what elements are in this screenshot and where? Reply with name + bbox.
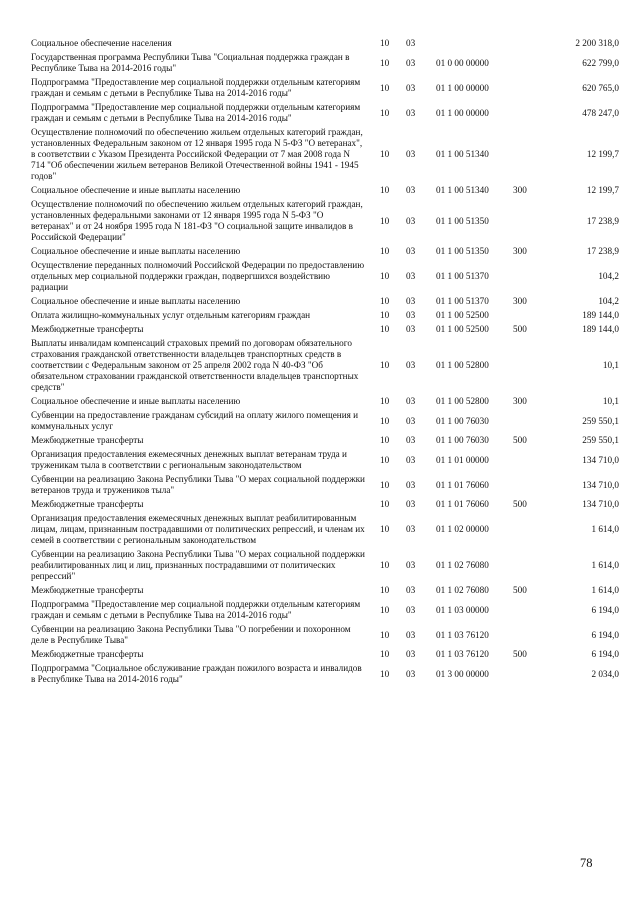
line-item-name: Осуществление полномочий по обеспечению жильем отдельных категорий граждан, установленных Федеральным законом от 12 января 1995 года N 5-ФЗ "О ветеранах", в соответствии с Указом Президента Российской Федерации от 7 мая 2008 года N 714 "Об обеспечении жильем ветеранов Великой Отечественной войны 1941 - 1945 годов" [31,127,363,181]
expense-type-code: 500 [513,324,527,334]
amount: 6 194,0 [591,649,619,659]
subsection-code: 03 [406,499,416,509]
expense-type-code [513,52,547,77]
section-code: 10 [380,38,390,48]
subsection-code: 03 [406,57,416,68]
subsection-code: 03 [406,82,416,93]
target-article-code: 01 1 01 76060 [436,499,489,509]
subsection-code: 03 [406,185,416,195]
amount: 134 710,0 [582,499,619,509]
table-row [31,324,619,338]
subsection-code: 03 [406,396,416,406]
section-code: 10 [380,310,390,320]
amount: 1 614,0 [591,524,619,534]
expense-type-code [513,260,547,296]
target-article-code: 01 1 00 51340 [436,185,489,195]
budget-table [31,38,619,688]
subsection-code: 03 [406,310,416,320]
target-article-code: 01 1 00 76030 [436,435,489,445]
line-item-name: Субвенции на предоставление гражданам субсидий на оплату жилого помещения и коммунальных услуг [31,410,359,431]
table-row [31,663,619,688]
section-code: 10 [380,415,390,426]
target-article-code: 01 1 02 00000 [436,524,489,534]
table-row [31,296,619,310]
expense-type-code [513,102,547,127]
section-code: 10 [380,435,390,445]
line-item-name: Межбюджетные трансферты [31,435,144,445]
target-article-code: 01 1 00 52800 [436,396,489,406]
table-row [31,435,619,449]
subsection-code: 03 [406,360,416,370]
expense-type-code: 300 [513,296,527,306]
line-item-name: Социальное обеспечение и иные выплаты населению [31,296,241,306]
section-code: 10 [380,604,390,615]
expense-type-code: 300 [513,185,527,195]
expense-type-code [513,410,547,435]
table-row [31,585,619,599]
subsection-code: 03 [406,524,416,534]
section-code: 10 [380,296,390,306]
target-article-code: 01 1 03 76120 [436,649,489,659]
subsection-code: 03 [406,38,416,48]
target-article-code: 01 1 00 52800 [436,360,489,370]
target-article-code: 01 1 01 76060 [436,479,489,490]
amount: 134 710,0 [582,454,619,465]
table-row [31,549,619,585]
section-code: 10 [380,82,390,93]
target-article-code: 01 1 01 00000 [436,454,489,465]
subsection-code: 03 [406,435,416,445]
amount: 2 034,0 [591,668,619,679]
amount: 189 144,0 [582,310,619,320]
amount: 6 194,0 [591,604,619,615]
amount: 104,2 [598,296,619,306]
table-row [31,474,619,499]
section-code: 10 [380,57,390,68]
table-row [31,260,619,296]
line-item-name: Подпрограмма "Предоставление мер социальной поддержки отдельным категориям граждан и семьям с детьми в Республике Тыва на 2014-2016 годы" [31,102,361,123]
subsection-code: 03 [406,415,416,426]
expense-type-code [513,513,547,549]
target-article-code: 01 1 00 51350 [436,246,489,256]
table-row [31,310,619,324]
line-item-name: Подпрограмма "Предоставление мер социальной поддержки отдельным категориям граждан и семьям с детьми в Республике Тыва на 2014-2016 годы" [31,77,361,98]
line-item-name: Субвенции на реализацию Закона Республики Тыва "О погребении и похоронном деле в Республике Тыва" [31,624,351,645]
amount: 259 550,1 [582,415,619,426]
line-item-name: Организация предоставления ежемесячных денежных выплат реабилитированным лицам, лицам, признанным пострадавшими от политических репрессий, и членам их семей в соответствии с региональным законодательством [31,513,365,545]
section-code: 10 [380,185,390,195]
expense-type-code [513,624,547,649]
line-item-name: Социальное обеспечение и иные выплаты населению [31,185,241,195]
line-item-name: Субвенции на реализацию Закона Республики Тыва "О мерах социальной поддержки реабилитированных лиц и лиц, признанных пострадавшими от политических репрессий" [31,549,365,581]
subsection-code: 03 [406,560,416,570]
amount: 10,1 [602,360,619,370]
line-item-name: Межбюджетные трансферты [31,649,144,659]
target-article-code: 01 1 00 51340 [436,149,489,159]
subsection-code: 03 [406,246,416,256]
table-row [31,102,619,127]
subsection-code: 03 [406,271,416,281]
subsection-code: 03 [406,454,416,465]
target-article-code: 01 1 00 52500 [436,310,489,320]
budget-table-body [31,38,619,688]
target-article-code: 01 1 00 76030 [436,415,489,426]
amount: 622 799,0 [582,57,619,68]
expense-type-code: 500 [513,499,527,509]
expense-type-code [513,310,547,324]
target-article-code: 01 1 00 00000 [436,82,489,93]
line-item-name: Межбюджетные трансферты [31,585,144,595]
subsection-code: 03 [406,296,416,306]
expense-type-code [513,38,547,52]
target-article-code: 01 1 03 76120 [436,629,489,640]
section-code: 10 [380,668,390,679]
section-code: 10 [380,396,390,406]
amount: 1 614,0 [591,560,619,570]
amount: 1 614,0 [591,585,619,595]
table-row [31,52,619,77]
line-item-name: Подпрограмма "Предоставление мер социальной поддержки отдельным категориям граждан и семьям с детьми в Республике Тыва на 2014-2016 годы" [31,599,361,620]
section-code: 10 [380,271,390,281]
target-article-code: 01 1 00 00000 [436,107,489,118]
line-item-name: Субвенции на реализацию Закона Республики Тыва "О мерах социальной поддержки ветеранов труда и тружеников тыла" [31,474,365,495]
amount: 189 144,0 [582,324,619,334]
subsection-code: 03 [406,649,416,659]
section-code: 10 [380,149,390,159]
section-code: 10 [380,560,390,570]
expense-type-code [513,449,547,474]
table-row [31,185,619,199]
line-item-name: Социальное обеспечение и иные выплаты населению [31,246,241,256]
section-code: 10 [380,107,390,118]
line-item-name: Социальное обеспечение и иные выплаты населению [31,396,241,406]
target-article-code: 01 1 03 00000 [436,604,489,615]
expense-type-code [513,663,547,688]
table-row [31,38,619,52]
target-article-code: 01 1 00 51370 [436,296,489,306]
expense-type-code [513,127,547,185]
expense-type-code [513,199,547,246]
amount: 10,1 [602,396,619,406]
table-row [31,624,619,649]
table-row [31,513,619,549]
page-number: 78 [580,856,593,870]
line-item-name: Выплаты инвалидам компенсаций страховых премий по договорам обязательного страхования гражданской ответственности владельцев транспортных средств в соответствии с Федеральным законом от 25 апреля 2002 года N 40-ФЗ "Об обязательном страховании гражданской ответственности владельцев транспортных средств" [31,338,359,392]
table-row [31,410,619,435]
section-code: 10 [380,585,390,595]
amount: 17 238,9 [586,246,619,256]
expense-type-code: 300 [513,396,527,406]
line-item-name: Межбюджетные трансферты [31,324,144,334]
line-item-name: Осуществление полномочий по обеспечению жильем отдельных категорий граждан, установленных федеральными законами от 12 января 1995 года N 5-ФЗ "О ветеранах" и от 24 ноября 1995 года N 181-ФЗ "О социальной защите инвалидов в Российской Федерации" [31,199,363,242]
amount: 134 710,0 [582,479,619,490]
table-row [31,499,619,513]
subsection-code: 03 [406,324,416,334]
amount: 104,2 [598,271,619,281]
subsection-code: 03 [406,585,416,595]
subsection-code: 03 [406,668,416,679]
target-article-code: 01 1 00 51370 [436,271,489,281]
table-row [31,449,619,474]
amount: 12 199,7 [586,185,619,195]
section-code: 10 [380,524,390,534]
table-row [31,77,619,102]
section-code: 10 [380,215,390,226]
section-code: 10 [380,246,390,256]
amount: 620 765,0 [582,82,619,93]
target-article-code: 01 0 00 00000 [436,57,489,68]
expense-type-code [513,338,547,396]
amount: 17 238,9 [586,215,619,226]
section-code: 10 [380,454,390,465]
expense-type-code: 500 [513,585,527,595]
amount: 2 200 318,0 [575,38,619,48]
section-code: 10 [380,499,390,509]
target-article-code: 01 1 00 51350 [436,215,489,226]
line-item-name: Организация предоставления ежемесячных денежных выплат ветеранам труда и труженикам тыла в соответствии с региональным законодательством [31,449,347,470]
table-row [31,396,619,410]
line-item-name: Социальное обеспечение населения [31,38,172,48]
expense-type-code [513,599,547,624]
expense-type-code: 500 [513,649,527,659]
amount: 478 247,0 [582,107,619,118]
amount: 12 199,7 [586,149,619,159]
table-row [31,649,619,663]
expense-type-code [513,549,547,585]
expense-type-code [513,77,547,102]
expense-type-code: 500 [513,435,527,445]
subsection-code: 03 [406,107,416,118]
section-code: 10 [380,629,390,640]
table-row [31,599,619,624]
line-item-name: Осуществление переданных полномочий Российской Федерации по предоставлению отдельных мер социальной поддержки граждан, подвергшихся воздействию радиации [31,260,365,292]
section-code: 10 [380,649,390,659]
subsection-code: 03 [406,629,416,640]
amount: 259 550,1 [582,435,619,445]
table-row [31,338,619,396]
target-article-code [428,38,513,52]
line-item-name: Оплата жилищно-коммунальных услуг отдельным категориям граждан [31,310,311,320]
expense-type-code [513,474,547,499]
target-article-code: 01 3 00 00000 [436,668,489,679]
target-article-code: 01 1 00 52500 [436,324,489,334]
amount: 6 194,0 [591,629,619,640]
subsection-code: 03 [406,604,416,615]
table-row [31,127,619,185]
expense-type-code: 300 [513,246,527,256]
table-row [31,246,619,260]
line-item-name: Межбюджетные трансферты [31,499,144,509]
section-code: 10 [380,324,390,334]
subsection-code: 03 [406,479,416,490]
section-code: 10 [380,360,390,370]
subsection-code: 03 [406,149,416,159]
target-article-code: 01 1 02 76080 [436,585,489,595]
section-code: 10 [380,479,390,490]
line-item-name: Государственная программа Республики Тыва "Социальная поддержка граждан в Республике Тыва на 2014-2016 годы" [31,52,350,73]
table-row [31,199,619,246]
target-article-code: 01 1 02 76080 [436,560,489,570]
line-item-name: Подпрограмма "Социальное обслуживание граждан пожилого возраста и инвалидов в Республике Тыва на 2014-2016 годы" [31,663,362,684]
subsection-code: 03 [406,215,416,226]
